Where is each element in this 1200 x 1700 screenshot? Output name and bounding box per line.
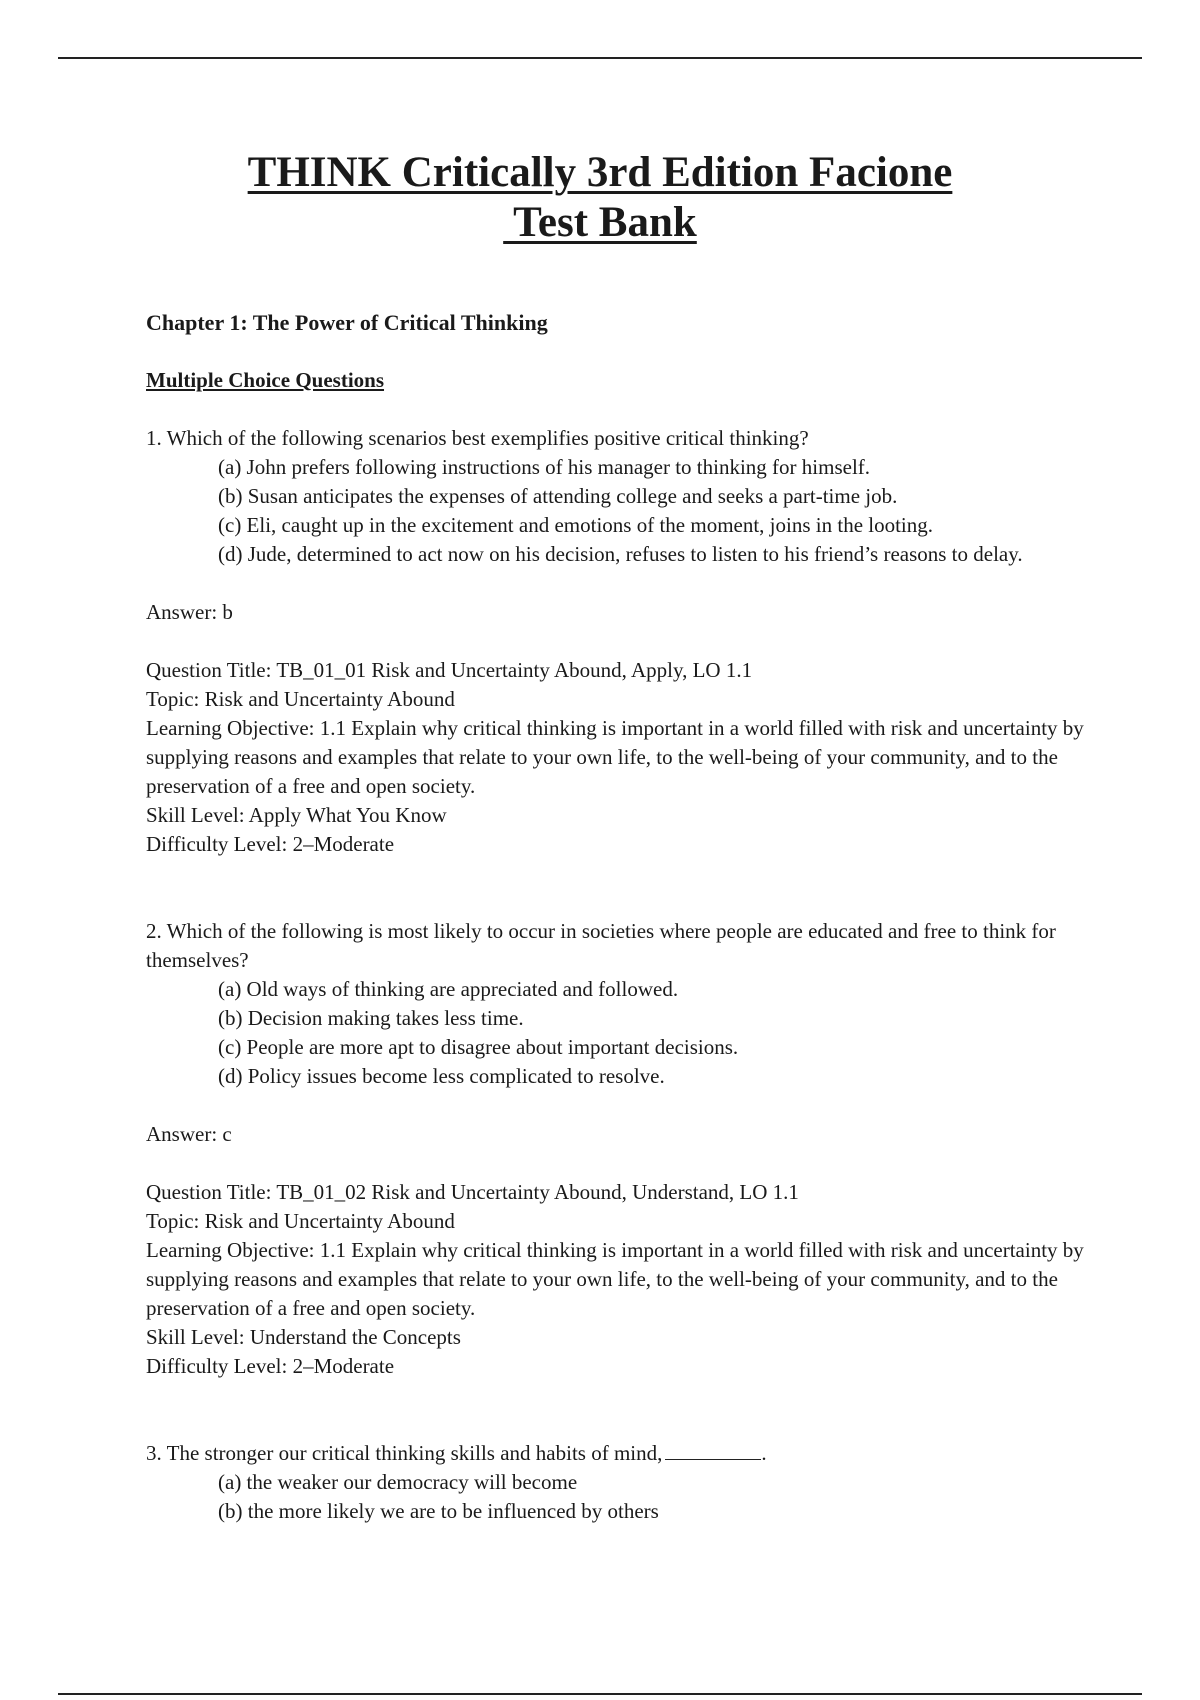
option-item: (d) Policy issues become less complicated to resolve. bbox=[218, 1064, 665, 1088]
difficulty-level: Difficulty Level: 2–Moderate bbox=[146, 1354, 395, 1378]
chapter-heading: Chapter 1: The Power of Critical Thinking bbox=[146, 310, 548, 335]
question-title: Question Title: TB_01_01 Risk and Uncertainty Abound, Apply, LO 1.1 bbox=[146, 658, 753, 682]
option-item: (c) Eli, caught up in the excitement and emotions of the moment, joins in the looting. bbox=[218, 513, 934, 537]
topic: Topic: Risk and Uncertainty Abound bbox=[146, 687, 455, 711]
learning-objective: Learning Objective: 1.1 Explain why critical thinking is important in a world filled with risk and uncertainty by supplying reasons and examples that relate to your own life, to the well-being of your community, and to the preservation of a free and open society. bbox=[146, 716, 1084, 798]
skill-level: Skill Level: Apply What You Know bbox=[146, 803, 447, 827]
answer-line: Answer: b bbox=[146, 600, 233, 624]
question-metadata bbox=[146, 1178, 1086, 1381]
question-text: 2. Which of the following is most likely to occur in societies where people are educated and free to think for themselves? bbox=[146, 919, 1056, 972]
question-text-end: . bbox=[761, 1441, 767, 1465]
fill-in-blank bbox=[665, 1439, 761, 1460]
option-item: (a) John prefers following instructions of his manager to thinking for himself. bbox=[218, 455, 871, 479]
top-rule bbox=[58, 57, 1142, 59]
skill-level: Skill Level: Understand the Concepts bbox=[146, 1325, 461, 1349]
difficulty-level: Difficulty Level: 2–Moderate bbox=[146, 832, 395, 856]
question-text bbox=[146, 1439, 1086, 1468]
page-title bbox=[0, 148, 1200, 248]
option-item: (c) People are more apt to disagree about important decisions. bbox=[218, 1035, 739, 1059]
option-item: (b) the more likely we are to be influenced by others bbox=[218, 1499, 659, 1523]
question-metadata bbox=[146, 656, 1086, 859]
option-item: (b) Susan anticipates the expenses of attending college and seeks a part-time job. bbox=[218, 484, 898, 508]
option-item: (b) Decision making takes less time. bbox=[218, 1006, 524, 1030]
option-item: (d) Jude, determined to act now on his decision, refuses to listen to his friend’s reasons to delay. bbox=[218, 542, 1023, 566]
question-2 bbox=[146, 917, 1086, 1381]
option-item: (a) the weaker our democracy will become bbox=[218, 1470, 578, 1494]
bottom-rule bbox=[58, 1693, 1142, 1695]
title-line-1: THINK Critically 3rd Edition Facione bbox=[247, 149, 953, 196]
section-heading: Multiple Choice Questions bbox=[146, 368, 385, 392]
option-list bbox=[146, 453, 1086, 569]
question-title: Question Title: TB_01_02 Risk and Uncertainty Abound, Understand, LO 1.1 bbox=[146, 1180, 799, 1204]
learning-objective: Learning Objective: 1.1 Explain why critical thinking is important in a world filled with risk and uncertainty by supplying reasons and examples that relate to your own life, to the well-being of your community, and to the preservation of a free and open society. bbox=[146, 1238, 1084, 1320]
title-line-2: Test Bank bbox=[503, 199, 697, 246]
option-item: (a) Old ways of thinking are appreciated and followed. bbox=[218, 977, 679, 1001]
question-text-start: 3. The stronger our critical thinking skills and habits of mind, bbox=[146, 1441, 663, 1465]
question-1 bbox=[146, 424, 1086, 859]
topic: Topic: Risk and Uncertainty Abound bbox=[146, 1209, 455, 1233]
answer-line: Answer: c bbox=[146, 1122, 232, 1146]
question-3 bbox=[146, 1439, 1086, 1526]
question-text: 1. Which of the following scenarios best exemplifies positive critical thinking? bbox=[146, 426, 809, 450]
document-body bbox=[146, 308, 1086, 1526]
option-list bbox=[146, 975, 1086, 1091]
option-list bbox=[146, 1468, 1086, 1526]
